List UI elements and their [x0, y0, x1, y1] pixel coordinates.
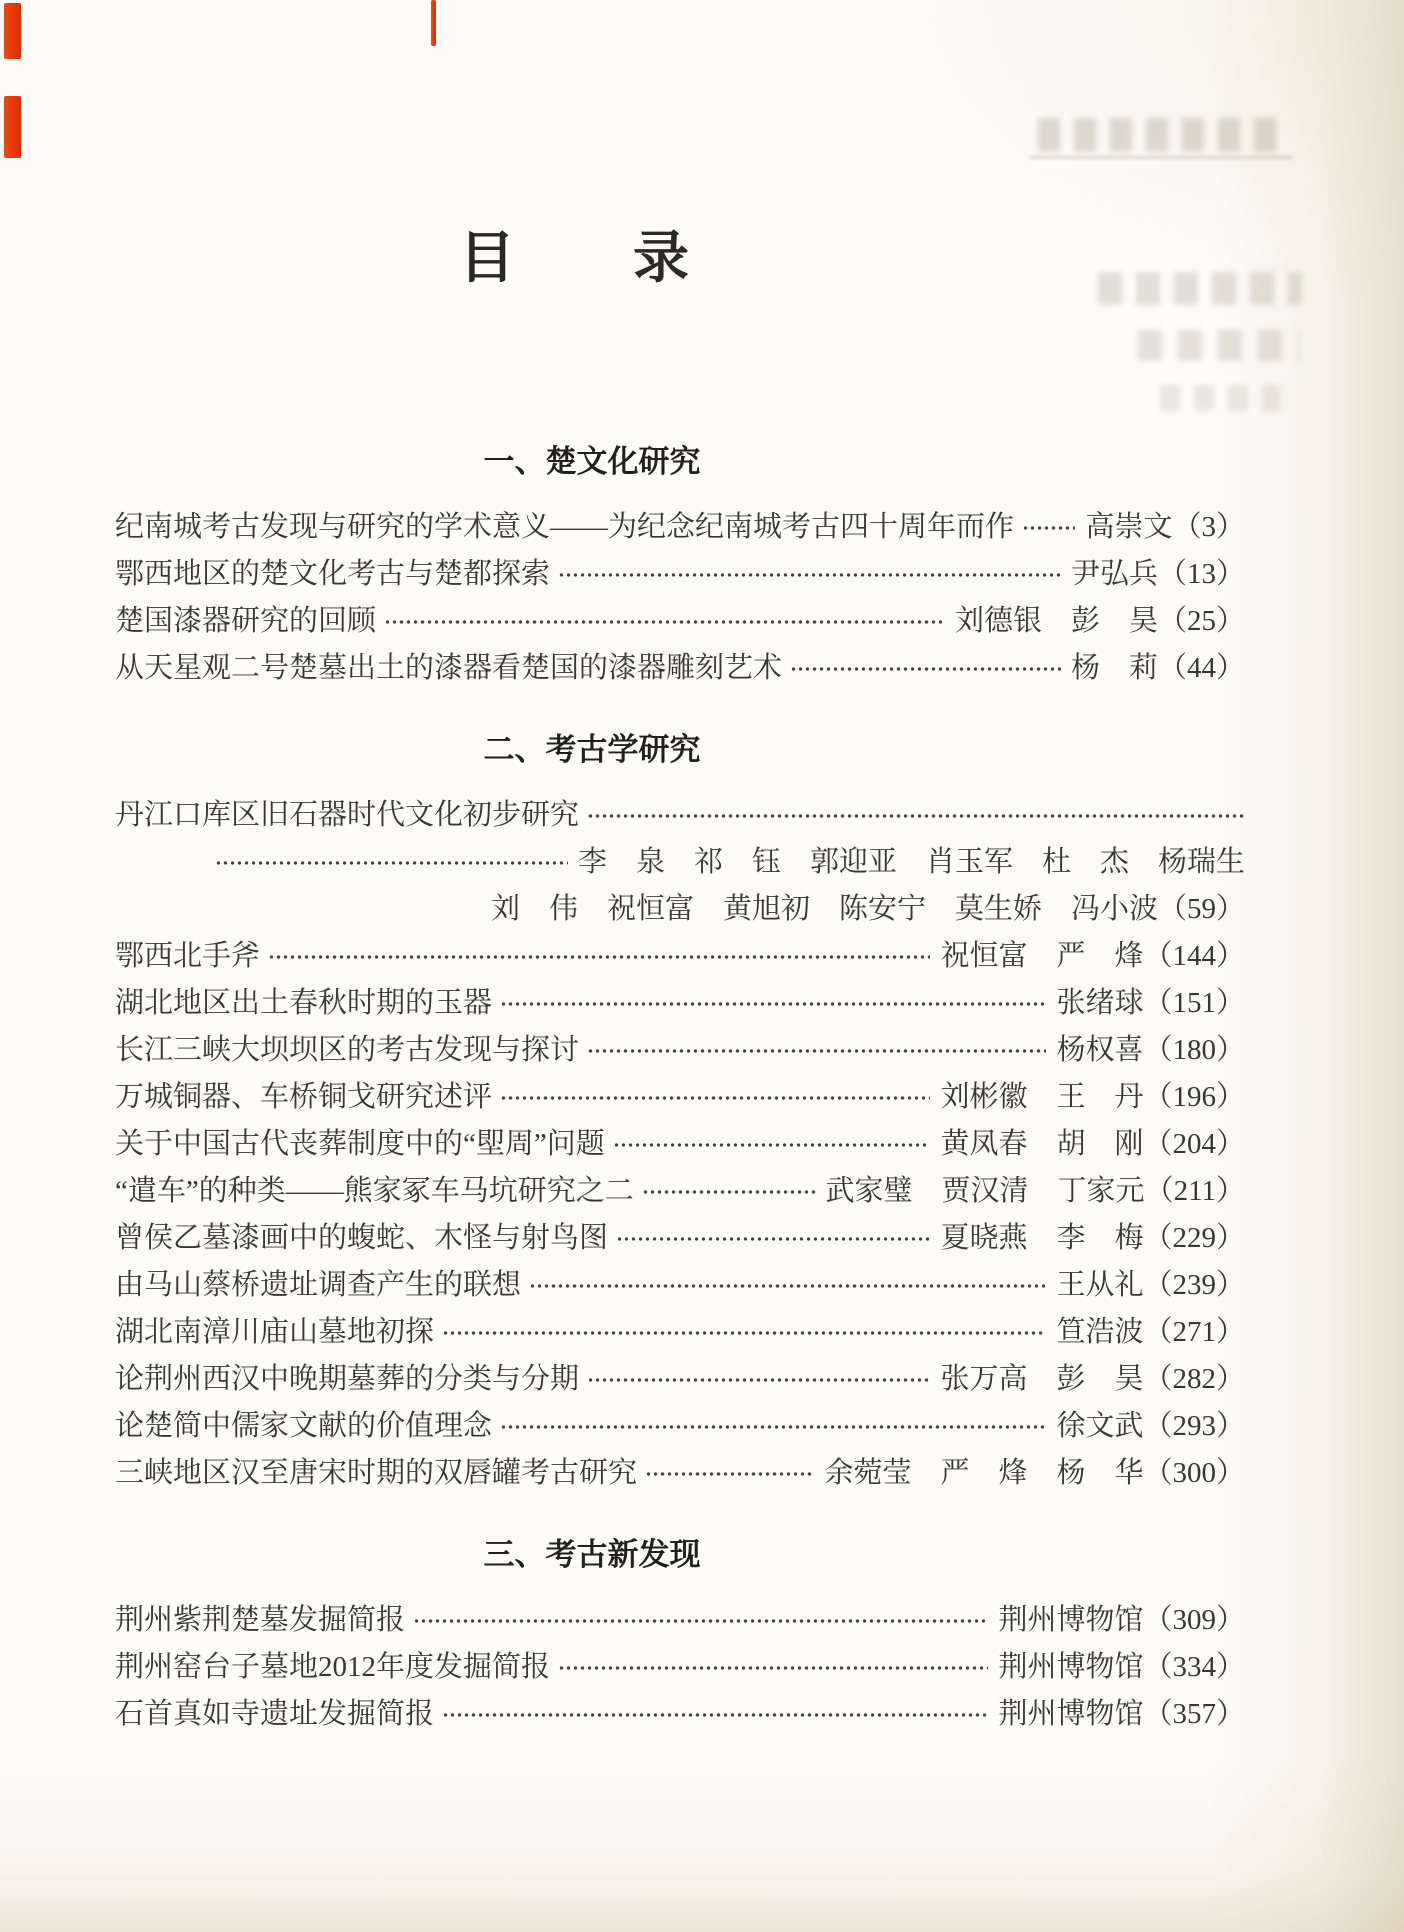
entry-title: 三峡地区汉至唐宋时期的双唇罐考古研究 — [115, 1457, 638, 1489]
entry-authors: 李 泉 祁 钰 郭迎亚 肖玉军 杜 杰 杨瑞生 — [577, 846, 1245, 878]
dot-leader — [500, 1423, 1046, 1431]
dot-leader — [1022, 524, 1075, 532]
entry-title: 由马山蔡桥遗址调查产生的联想 — [115, 1269, 522, 1301]
entry-title: 楚国漆器研究的回顾 — [115, 605, 377, 637]
entry-title: 曾侯乙墓漆画中的蝮蛇、木怪与射鸟图 — [115, 1222, 609, 1254]
entry-page-number: （357） — [1143, 1698, 1245, 1730]
dot-leader — [268, 953, 930, 961]
toc-entry — [115, 1168, 1245, 1215]
entry-page-number: （144） — [1143, 940, 1245, 972]
entry-title: 从天星观二号楚墓出土的漆器看楚国的漆器雕刻艺术 — [115, 652, 783, 684]
dot-leader — [500, 1000, 1046, 1008]
dot-leader — [558, 1664, 988, 1672]
entry-authors: 余菀莹 严 烽 杨 华 — [824, 1457, 1144, 1489]
dot-leader — [442, 1329, 1046, 1337]
toc-entry — [115, 1403, 1245, 1450]
toc-entry — [115, 1074, 1245, 1121]
entry-authors: 杨 莉 — [1070, 652, 1158, 684]
entry-authors: 夏晓燕 李 梅 — [940, 1222, 1144, 1254]
entry-page-number: （151） — [1143, 987, 1245, 1019]
dot-leader — [384, 618, 945, 626]
entry-title: 鄂西北手斧 — [115, 940, 261, 972]
entry-page-number: （25） — [1157, 605, 1245, 637]
entry-title: 关于中国古代丧葬制度中的“堲周”问题 — [115, 1128, 605, 1160]
dot-leader — [558, 571, 1061, 579]
entry-title: 鄂西地区的楚文化考古与楚都探索 — [115, 558, 551, 590]
entry-title: 湖北南漳川庙山墓地初探 — [115, 1316, 435, 1348]
toc-entry — [115, 551, 1245, 598]
toc-sections — [115, 442, 1245, 1738]
section-heading: 一、楚文化研究 — [483, 444, 701, 479]
entry-page-number: （211） — [1144, 1175, 1245, 1207]
toc-entry — [115, 1691, 1245, 1738]
section-heading: 三、考古新发现 — [483, 1537, 701, 1572]
entry-page-number: （282） — [1143, 1363, 1245, 1395]
toc-entry — [115, 933, 1245, 980]
entry-authors: 徐文武 — [1056, 1410, 1144, 1442]
red-edge-mark-top — [4, 3, 21, 59]
page-title: 目 录 — [459, 228, 691, 290]
dot-leader — [413, 1617, 988, 1625]
entry-page-number: （59） — [1157, 893, 1245, 925]
entry-page-number: （204） — [1143, 1128, 1245, 1160]
entry-page-number: （229） — [1143, 1222, 1245, 1254]
entry-authors: 高崇文 — [1085, 511, 1173, 543]
toc-entry — [115, 1121, 1245, 1168]
entry-authors: 尹弘兵 — [1070, 558, 1158, 590]
entry-page-number: （309） — [1143, 1604, 1245, 1636]
entry-authors: 杨权喜 — [1056, 1034, 1144, 1066]
toc-entry — [115, 1027, 1245, 1074]
entry-page-number: （300） — [1143, 1457, 1245, 1489]
dot-leader — [616, 1235, 930, 1243]
entry-title: 丹江口库区旧石器时代文化初步研究 — [115, 799, 580, 831]
dot-leader — [587, 812, 1245, 820]
toc-entry — [115, 886, 1245, 933]
entry-title: 湖北地区出土春秋时期的玉器 — [115, 987, 493, 1019]
dot-leader — [500, 1094, 930, 1102]
entry-authors: 刘彬徽 王 丹 — [940, 1081, 1144, 1113]
entry-page-number: （196） — [1143, 1081, 1245, 1113]
entry-page-number: （334） — [1143, 1651, 1245, 1683]
entry-authors: 王从礼 — [1056, 1269, 1144, 1301]
entry-title: 论楚简中儒家文献的价值理念 — [115, 1410, 493, 1442]
red-edge-mark-bottom — [4, 96, 21, 158]
dot-leader — [642, 1188, 816, 1196]
dot-leader — [790, 665, 1061, 673]
entry-authors: 荆州博物馆 — [998, 1651, 1144, 1683]
dot-leader — [587, 1376, 930, 1384]
entry-page-number: （180） — [1143, 1034, 1245, 1066]
toc-entry — [115, 1450, 1245, 1497]
entry-authors: 荆州博物馆 — [998, 1698, 1144, 1730]
entry-title: 荆州紫荆楚墓发掘简报 — [115, 1604, 406, 1636]
dot-leader — [215, 859, 568, 867]
entry-title: 荆州窑台子墓地2012年度发掘简报 — [115, 1651, 551, 1683]
toc-entry — [115, 504, 1245, 551]
dot-leader — [529, 1282, 1046, 1290]
entry-authors: 张绪球 — [1056, 987, 1144, 1019]
toc-entry — [115, 645, 1245, 692]
toc-entry — [115, 1644, 1245, 1691]
entry-page-number: （239） — [1143, 1269, 1245, 1301]
toc-entry — [115, 839, 1245, 886]
entry-page-number: （44） — [1157, 652, 1245, 684]
entry-authors: 张万高 彭 昊 — [940, 1363, 1144, 1395]
entry-title: 纪南城考古发现与研究的学术意义——为纪念纪南城考古四十周年而作 — [115, 511, 1015, 543]
entry-title: 万城铜器、车桥铜戈研究述评 — [115, 1081, 493, 1113]
section-heading: 二、考古学研究 — [483, 732, 701, 767]
entry-title: 石首真如寺遗址发掘简报 — [115, 1698, 435, 1730]
entry-page-number: （293） — [1143, 1410, 1245, 1442]
entry-title: 长江三峡大坝坝区的考古发现与探讨 — [115, 1034, 580, 1066]
toc-entry — [115, 1262, 1245, 1309]
toc-entry — [115, 1309, 1245, 1356]
entry-authors: 祝恒富 严 烽 — [940, 940, 1144, 972]
dot-leader — [587, 1047, 1046, 1055]
entry-title: “遣车”的种类——熊家冢车马坑研究之二 — [115, 1175, 634, 1207]
entry-authors: 笪浩波 — [1056, 1316, 1144, 1348]
entry-title: 论荆州西汉中晚期墓葬的分类与分期 — [115, 1363, 580, 1395]
toc-entry — [115, 1356, 1245, 1403]
entry-page-number: （271） — [1143, 1316, 1245, 1348]
toc-entry — [115, 980, 1245, 1027]
entry-page-number: （3） — [1172, 511, 1245, 543]
entry-authors: 武家璧 贾汉清 丁家元 — [825, 1175, 1145, 1207]
toc-content — [115, 0, 1245, 1738]
toc-entry — [115, 1215, 1245, 1262]
toc-entry — [115, 598, 1245, 645]
entry-authors: 刘 伟 祝恒富 黄旭初 陈安宁 莫生娇 冯小波 — [490, 893, 1158, 925]
entry-page-number: （13） — [1157, 558, 1245, 590]
dot-leader — [613, 1141, 931, 1149]
toc-entry — [115, 1597, 1245, 1644]
dot-leader — [645, 1470, 814, 1478]
toc-entry — [115, 792, 1245, 839]
entry-authors: 荆州博物馆 — [998, 1604, 1144, 1636]
entry-authors: 黄凤春 胡 刚 — [940, 1128, 1144, 1160]
dot-leader — [442, 1711, 988, 1719]
entry-authors: 刘德银 彭 昊 — [954, 605, 1158, 637]
